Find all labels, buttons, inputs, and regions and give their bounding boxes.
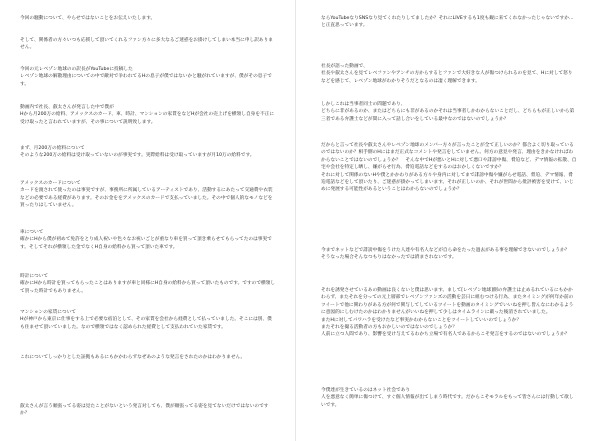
paragraph: 車について 確かにHから僕が初めて免許をとり成人祝いや色々なお祝いごとが重なり車を買って頂き乗らせてもらってたのは事実です。そしてそれが横領した金でなくH自身の給料から買って頂いた車です。 xyxy=(20,230,272,250)
paragraph: 今回の元レベゾン地球のの訳長がYouTubeに投稿した レベゾン地球の解散理由についての中で敵対で争われてるHの息子が僕ではないかと騒がれていますが、僕がその息子です。 xyxy=(20,67,272,87)
paragraph: ならYouTubeなりSNSなり見てくれたりしてましたか？それにLIVEするも1度も観に来てくれなかったじゃないですか…と正直思っています。 xyxy=(321,16,574,29)
paragraph: まず、月200万の給料について そのような200万の給料は受け取っていないのが事実です。実際給料は受け取っていますが月10万の給料です。 xyxy=(20,146,255,159)
paragraph: 今までネットなどで誹謗中傷をうけた人達や有名人などが自ら命をたった過去がある事を理解できないのでしょうか？ そうなった場合そんなつもりはなかったでは済まされないです。 xyxy=(321,248,570,261)
paragraph: 今回の騒動について、やらせではないことをお伝えいたします。 xyxy=(20,16,156,21)
paragraph: 社長が語った動画で、 社長や叡太さんを見てレベファンやアンチの方からするとファンで大好きな人が傷つけられるのを見て、Hに対して怒りなどを感じて、レベゾン地球がわかりそうだとなるのは凄く理解できます。 xyxy=(321,64,573,84)
paragraph: マンションの家賃について Hが神戸から東京に仕事をする上で必要な宿泊として、その家賃を会社から経費として払っていました。そこには別、僕も住ませて頂いていました。なので横領ではなく認められた経費として支払われていた家賃です。 xyxy=(20,310,272,330)
paragraph: それを誘発させているあの動画は良くないと僕は思います。まして[レベゾン地球]側の弁護士は止めるれているにもかかわらず、またそれを分っての元上層部でレベゾンファンズの活動を芸日に組むつける行為、またタイミングが何年か前のツイートで他に関わりがある方が何で関与してしているツイートを動画のタイミングでいいねを押し皆んなにわかるように意図的にしむけたのかはわかりませんがいいねを押して少しはタイムラインに載った後消されていました。 またHに対してパワハラを受けたなど事実かわからないことをツイートしていいのでしょうか？ またそれを撮る活動者の方もおかしいのではないのでしょうか？ 人前に立つ人間であり、影響を受け与えてるわかち立場で有名人であるからこそ発言をするのではないのでしょうか？ xyxy=(321,288,574,338)
right-column xyxy=(297,0,593,441)
paragraph: そして、関係者の方々いつも応援して頂いてくれるファン方々に多大なるご迷惑をお掛けしてしまい本当に申し訳ありません。 xyxy=(20,38,273,51)
paragraph: 叡太さんが言う順張ってる姿は見たことがないという発言対しても、僕が順張ってる姿を見てないだけではないのですか？ xyxy=(20,404,269,417)
paragraph: アメックスのカードについて カードを渡されて使ったのは事実ですが、事務所に所属しているアーティストであり、活動するにあたって交通費や衣装などの必要である経費があります。そのお金ををアメックスのカードで支払っていました。その中で個人的なモノなどを買ったりはしていません。 xyxy=(20,181,273,209)
paragraph: 今僕達が生きているのはネット社会であり 人を悪意なく簡単に傷つけて、すぐ個人情報が出てしまう時代です。だからこそモラルをもって皆さんには行動して欲しいです。 xyxy=(321,388,574,408)
paragraph: しかしこれは当事者同士の問題であり、 どちらに非があるのか、またはどちらにも非があるのかそれは当事者しかわからないことだし、どちらもが正しいから第三者である弁護士などが間に入って話し合いをしている最中なのではないのでしょうか？ xyxy=(321,102,575,122)
paragraph: これについてしっかりとした証拠もあるにもかかわらずなぜあのような発言をされたのかはわかりません。 xyxy=(20,355,246,360)
paragraph: だからと言って社長や叡太さんやレベゾン地球のメンバー方々が言ったことが全て正しいのか？都合よく切り取っているのではないのか？相手側のHにはまだ正式なコメントや発言をしていません。何方の意見や発言、理由をきかなければわからないことではないのでしょうか？ そんな中でHが悪いとHに対して悪口や誹謗中傷、脅迫など、デマ情報の拡散、自宅や会社を特定し晒し、嫌がらせ行為、脅迫電話などをするのはおかしくないですか？ それに対して関係のないHや僕とかかわりがある方々や身内に対してまで誹謗中傷や嫌がらせ電話、脅迫、デマ情報、脅迫電話などをして頂いたり、ご迷惑が掛かってしまいます。それが正しいのか、それが世間から批評被害を受けて、いじめに発展する可能性があるということはわからないのでしょうか？ xyxy=(321,143,577,193)
paragraph: 動画内で社長、叡太さんが発言した中で僕が Hから月200万の給料、アメックスのカード、車、時計、マンションの家賃をなどHが会社の売上げを横領し自身を不正に受け取ったと言われていますが、その事について説明致します。 xyxy=(20,105,275,125)
left-column xyxy=(0,0,296,441)
paragraph: 時計について 確かにHから時計を買ってもらったことはありますが車と同様にH自身の給料から買って頂いたものです。ですので横領して買った時計でもありません。 xyxy=(20,274,276,294)
